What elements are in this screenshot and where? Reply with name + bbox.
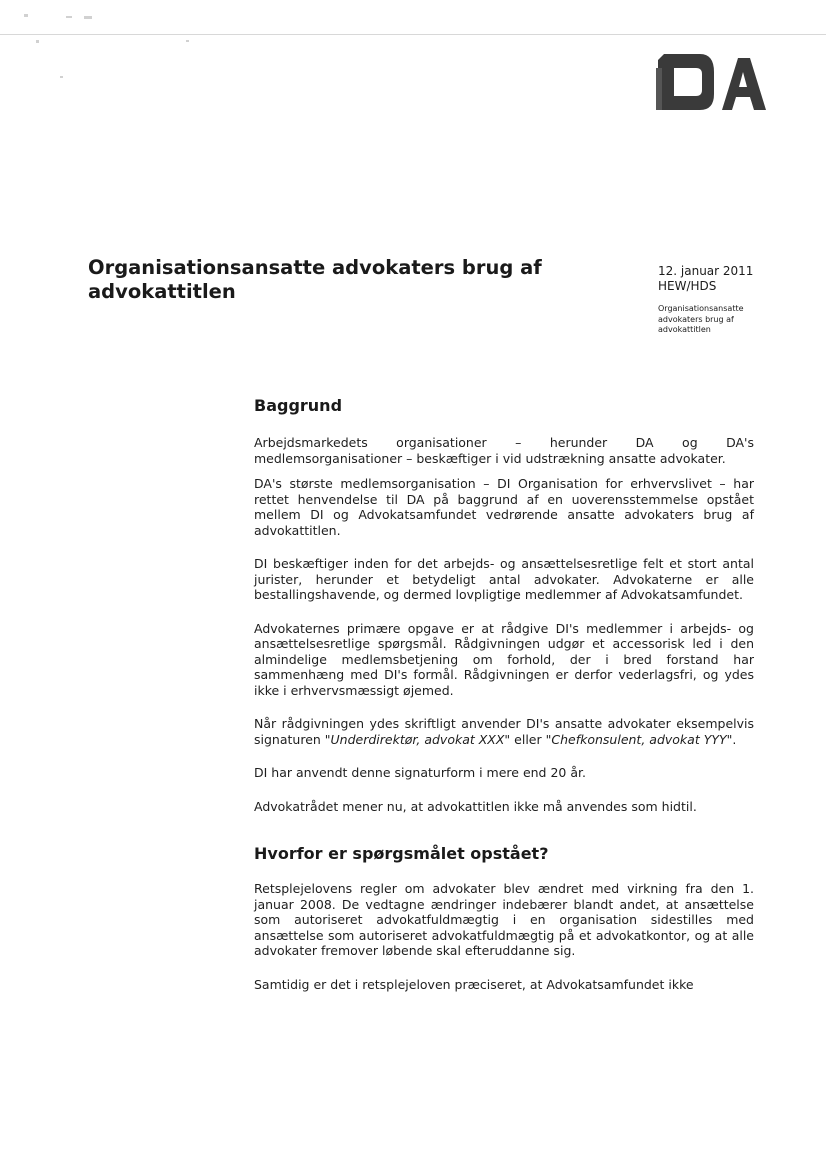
- paragraph: DI beskæftiger inden for det arbejds- og ansættelsesretlige felt et stort antal jurister, herunder et betydeligt antal advokater. Advokaterne er alle bestallingshavende, og dermed lovpligtige medlemmer af Advokatsamfundet.: [254, 556, 754, 602]
- paragraph: Advokaternes primære opgave er at rådgive DI's medlemmer i arbejds- og ansættelsesretlige spørgsmål. Rådgivningen udgør et accessorisk led i den almindelige medlemsbetjening om forhold, der i bred forstand har sammenhæng med DI's formål. Rådgivningen er derfor vederlagsfri, og ydes ikke i erhvervsmæssigt øjemed.: [254, 620, 754, 698]
- signature-example: "Underdirektør, advokat XXX": [324, 731, 511, 747]
- paragraph: Samtidig er det i retsplejeloven præciseret, at Advokatsamfundet ikke: [254, 976, 694, 992]
- scan-speck: [24, 14, 28, 17]
- document-reference: HEW/HDS: [658, 279, 717, 293]
- paragraph: Arbejdsmarkedets organisationer – herunder DA og DA's medlemsorganisationer – beskæftiger i vid udstrækning ansatte advokater.: [254, 435, 754, 466]
- paragraph-text: eller: [510, 731, 546, 747]
- paragraph: Retsplejelovens regler om advokater blev ændret med virkning fra den 1. januar 2008. De vedtagne ændringer indebærer blandt andet, at ansættelse som autoriseret advokatfuldmægtig i en organisation sidestilles med ansættelse som autoriseret advokatfuldmægtig på et advokatkontor, og at alle advokater fremover løbende skal efteruddanne sig.: [254, 881, 754, 958]
- scan-speck: [186, 40, 189, 42]
- paragraph: DA's største medlemsorganisation – DI Organisation for erhvervslivet – har rettet henvendelse til DA på baggrund af en uoverensstemmelse opstået mellem DI og Advokatsamfundet vedrørende ansatte advokaters brug af advokattitlen.: [254, 476, 754, 538]
- scan-speck: [66, 16, 72, 18]
- scan-border-line: [0, 34, 826, 35]
- page-title: Organisationsansatte advokaters brug af advokattitlen: [88, 256, 542, 303]
- paragraph: DI har anvendt denne signaturform i mere end 20 år.: [254, 765, 586, 780]
- scan-speck: [60, 76, 63, 78]
- paragraph-text: Når rådgivningen ydes skriftligt anvender DI's ansatte advokater eksempelvis signaturen: [254, 716, 754, 747]
- document-meta: [658, 264, 778, 336]
- section-heading-hvorfor: Hvorfor er spørgsmålet opstået?: [254, 844, 549, 863]
- scan-speck: [84, 16, 92, 19]
- da-logo: [656, 50, 766, 114]
- paragraph: Advokatrådet mener nu, at advokattitlen ikke må anvendes som hidtil.: [254, 798, 697, 814]
- signature-example: "Chefkonsulent, advokat YYY": [545, 731, 733, 747]
- document-date: 12. januar 2011: [658, 264, 754, 278]
- paragraph-text: .: [732, 731, 737, 747]
- section-heading-baggrund: Baggrund: [254, 396, 343, 415]
- document-subject: Organisationsansatte advokaters brug af advokattitlen: [658, 304, 744, 334]
- scan-speck: [36, 40, 39, 43]
- signature-paragraph: [254, 716, 754, 747]
- document-body: [254, 396, 754, 992]
